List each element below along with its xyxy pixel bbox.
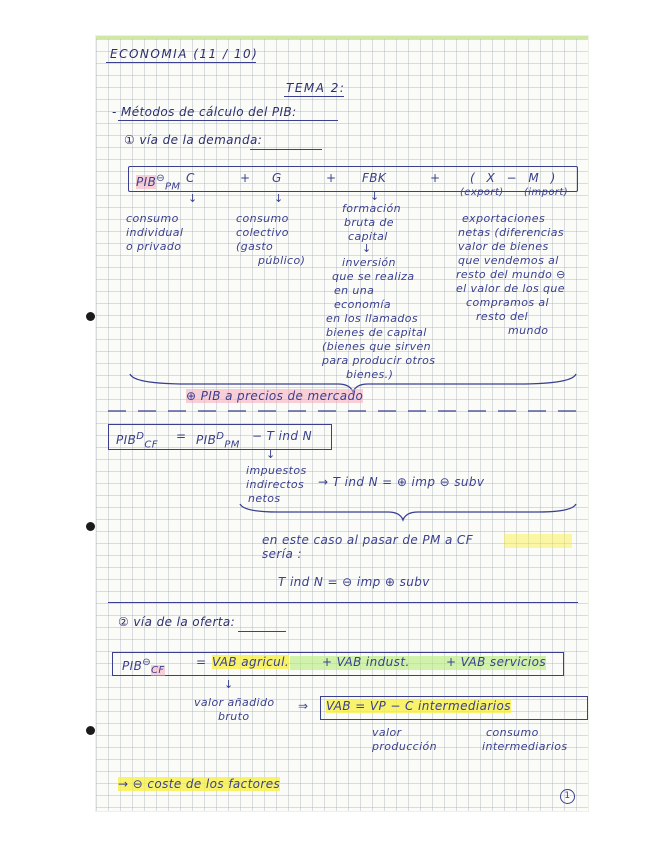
arrow-down-icon: ↓ <box>362 242 372 255</box>
equals-sign: = <box>176 429 187 443</box>
pib-symbol <box>136 172 180 193</box>
term-plus: + <box>240 171 251 185</box>
inversion-line: en una <box>334 284 375 297</box>
term-fbk: FBK <box>362 171 387 185</box>
vab-agricul-text: VAB agricul. <box>212 655 290 669</box>
net-exports-line: que vendemos al <box>458 254 559 267</box>
binder-hole <box>86 312 95 321</box>
pib-cf-sup: D <box>136 431 145 442</box>
consumo-individual-line: individual <box>126 226 184 239</box>
section-divider <box>108 602 578 603</box>
net-exports-line: el valor de los que <box>456 282 565 295</box>
arrow-down-icon: ↓ <box>370 190 380 203</box>
term-g: G <box>272 171 282 185</box>
minus-tind: − T ind N <box>252 429 312 443</box>
supply-heading: ② vía de la oferta: <box>118 615 236 629</box>
vab-servicios: + VAB servicios <box>446 655 547 669</box>
pm-cf-highlight <box>504 534 572 548</box>
term-net-exports: ( X − M ) <box>470 171 560 185</box>
inversion-line: bienes.) <box>346 368 394 381</box>
course-title: ECONOMIA (11 / 10) <box>110 47 259 61</box>
page-number <box>560 788 575 804</box>
fbk-line: bruta de <box>344 216 394 229</box>
vab-formula <box>326 700 511 713</box>
arrow-down-icon: ↓ <box>188 192 198 205</box>
net-exports-line: mundo <box>508 324 549 337</box>
valor-produccion-line: producción <box>372 740 438 753</box>
valor-anadido-line: bruto <box>218 710 250 723</box>
term-c: C <box>186 171 195 185</box>
consumo-colectivo-line: (gasto <box>236 240 274 253</box>
vab-formula-text: VAB = VP − C intermediarios <box>326 699 511 713</box>
consumo-individual-line: consumo <box>126 212 179 225</box>
equals-sign: = <box>196 655 207 669</box>
demand-underline <box>250 149 322 150</box>
supply-underline <box>238 631 286 632</box>
tind-definition: → T ind N = ⊕ imp ⊖ subv <box>318 475 485 489</box>
pib-supply-text: PIB <box>122 659 143 673</box>
pib-pm-right <box>196 430 240 451</box>
export-label: (export) <box>460 187 504 198</box>
pib-cf-text: PIB <box>116 433 137 447</box>
net-exports-line: valor de bienes <box>458 240 549 253</box>
fbk-line: capital <box>348 230 388 243</box>
topic-title: TEMA 2: <box>286 81 346 95</box>
inversion-line: inversión <box>342 256 396 269</box>
tind-brace <box>238 502 578 522</box>
consumo-colectivo-line: consumo <box>236 212 289 225</box>
consumo-individual-line: o privado <box>126 240 182 253</box>
pib-cf-left <box>116 430 158 451</box>
section-title: - Métodos de cálculo del PIB: <box>112 105 297 119</box>
inversion-line: que se realiza <box>332 270 415 283</box>
impuestos-line: impuestos <box>246 464 307 477</box>
net-exports-line: compramos al <box>466 296 550 309</box>
course-underline <box>106 62 256 63</box>
demand-heading: ① vía de la demanda: <box>124 133 263 147</box>
inversion-line: para producir otros <box>322 354 436 367</box>
fbk-line: formación <box>342 202 401 215</box>
pib-pm-text: PIB <box>196 433 217 447</box>
consumo-colectivo-line: colectivo <box>236 226 289 239</box>
arrow-right-icon: ⇒ <box>298 699 309 713</box>
binder-hole <box>86 726 95 735</box>
inversion-line: en los llamados <box>326 312 419 325</box>
note-text: en este caso al pasar de PM a CF <box>262 533 473 547</box>
pib-supply-sup: ⊖ <box>142 657 151 668</box>
binder-hole <box>86 522 95 531</box>
net-exports-line: resto del mundo ⊖ <box>456 268 566 281</box>
term-plus: + <box>326 171 337 185</box>
note-line-2: sería : <box>262 547 302 561</box>
pib-supply-sub: CF <box>151 665 165 677</box>
term-plus: + <box>430 171 441 185</box>
note-line-1 <box>262 534 473 547</box>
topic-underline <box>284 96 344 97</box>
net-exports-line: netas (diferencias <box>458 226 565 239</box>
pib-pm-sup: D <box>216 431 225 442</box>
vab-agricul <box>212 656 289 669</box>
tind-cf-formula: T ind N = ⊖ imp ⊕ subv <box>278 575 430 589</box>
section-underline <box>118 120 338 121</box>
arrow-down-icon: ↓ <box>274 192 284 205</box>
net-exports-line: resto del <box>476 310 528 323</box>
pib-text: PIB <box>136 175 157 189</box>
pib-cf-sub: CF <box>144 439 158 451</box>
coste-factores-text: → ⊖ coste de los factores <box>118 777 281 791</box>
consumo-intermedios-line: consumo <box>486 726 539 739</box>
consumo-colectivo-line: público) <box>258 254 306 267</box>
pib-precios-mercado <box>186 390 363 403</box>
impuestos-line: indirectos <box>246 478 305 491</box>
pib-sup: ⊖ <box>156 173 165 184</box>
vab-indust: + VAB indust. <box>322 655 410 669</box>
pib-cf-supply <box>122 656 165 677</box>
inversion-line: (bienes que sirven <box>322 340 432 353</box>
arrow-down-icon: ↓ <box>266 448 276 461</box>
inversion-line: economía <box>334 298 391 311</box>
pib-pm-sub: PM <box>224 439 240 451</box>
dash-divider <box>108 408 578 414</box>
page-number-text: 1 <box>560 789 575 804</box>
coste-factores <box>118 778 280 791</box>
summary-text: ⊕ PIB a precios de mercado <box>186 389 364 403</box>
net-exports-line: exportaciones <box>462 212 546 225</box>
valor-anadido-line: valor añadido <box>194 696 275 709</box>
consumo-intermedios-line: intermediarios <box>482 740 568 753</box>
valor-produccion-line: valor <box>372 726 402 739</box>
impuestos-line: netos <box>248 492 281 505</box>
arrow-down-icon: ↓ <box>224 678 234 691</box>
pib-sub: PM <box>165 181 181 193</box>
inversion-line: bienes de capital <box>326 326 427 339</box>
import-label: (import) <box>524 187 569 198</box>
